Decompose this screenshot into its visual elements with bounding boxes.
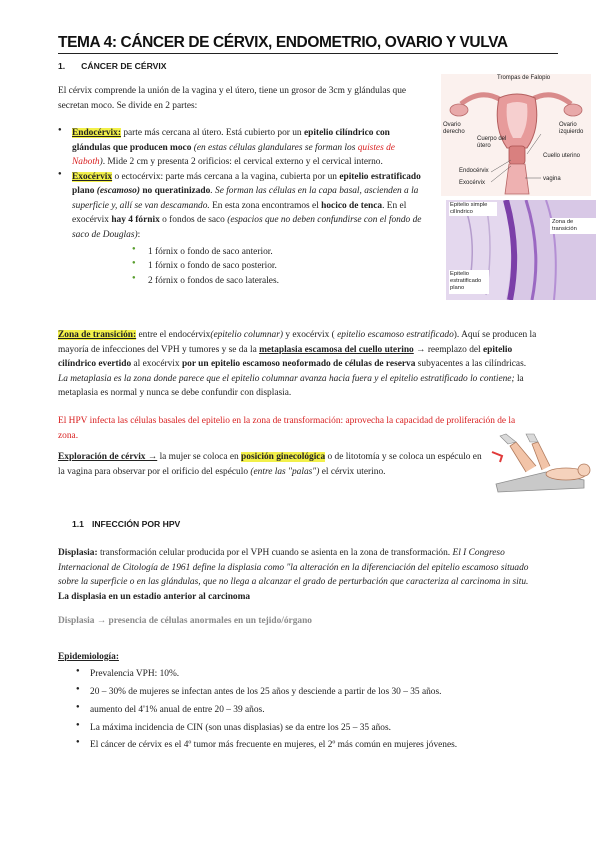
list-item-endocervix xyxy=(58,126,423,170)
bold-span: metaplasia escamosa del cuello uterino xyxy=(259,344,414,355)
italic-span: . Se forman las células en la capa basal, ascienden a la superficie y, allí se van descamando. xyxy=(72,186,419,211)
text-span: y exocérvix ( xyxy=(282,330,335,340)
epidemiology-list xyxy=(76,666,546,755)
text-span: o fondos de saco xyxy=(159,215,228,226)
text-span: o ectocérvix: parte más cercana a la vagina, cubierta por un xyxy=(112,171,340,182)
text-span: el cérvix uterino. xyxy=(319,466,386,477)
exocervix-label: Exocérvix xyxy=(72,171,113,182)
text-span: En esta zona encontramos el xyxy=(209,200,322,211)
fornix-item: ● 1 fórnix o fondo de saco anterior. xyxy=(132,245,423,260)
list-item: ● Prevalencia VPH: 10%. xyxy=(76,666,546,684)
gynecological-position-figure xyxy=(486,432,594,496)
fornix-item: ● 2 fórnix o fondos de saco laterales. xyxy=(132,274,423,289)
list-item: ● 20 – 30% de mujeres se infectan antes de los 25 años y desciende a partir de los 30 – 35 años. xyxy=(76,684,546,702)
text-span: o de litotomía y se coloca un espéculo en la vagina para observar por el orificio del espéculo xyxy=(58,452,482,477)
bold-span: epitelio cilíndrico con glándulas que producen moco xyxy=(72,128,390,153)
list-item: ● La máxima incidencia de CIN (son unas displasias) se da entre los 25 – 35 años. xyxy=(76,720,546,738)
list-item-exocervix xyxy=(58,170,423,289)
label-epitelio-simple: Epitelio simple cilíndrico xyxy=(450,202,488,215)
bold-span: no queratinizado xyxy=(139,186,211,197)
endocervix-label: Endocérvix: xyxy=(72,128,121,138)
gynecological-position-illustration xyxy=(486,432,594,496)
label-endocervix: Endocérvix xyxy=(459,168,489,174)
bold-span: epitelio estratificado plano xyxy=(72,171,421,197)
transition-zone-label: Zona de transición: xyxy=(58,330,137,340)
dysplasia-paragraph xyxy=(58,546,538,604)
cervix-shape xyxy=(509,146,525,164)
label-cuello-uterino: Cuello uterino xyxy=(543,153,581,159)
section-heading-infeccion-hpv xyxy=(72,518,180,531)
cervix-parts-list xyxy=(58,126,423,288)
highlight-span: posición ginecológica xyxy=(241,452,326,462)
text-span: entre el endocérvix xyxy=(136,330,211,340)
label-epitelio-estratificado: Epitelio estratificado plano xyxy=(450,271,482,291)
section-title: INFECCIÓN POR HPV xyxy=(91,519,181,529)
fornix-item: ● 1 fórnix o fondo de saco posterior. xyxy=(132,259,423,274)
bold-span: hay 4 fórnix xyxy=(111,215,160,226)
vagina-shape xyxy=(505,164,529,194)
label-trompas: Trompas de Falopio xyxy=(497,75,551,81)
italic-span: (entre las "palas") xyxy=(250,466,320,477)
bold-span: La displasia en un estadio anterior al carcinoma xyxy=(58,591,251,602)
naboth-cysts-text: quistes de Naboth xyxy=(72,142,395,168)
text-span: ). Aquí se producen la mayoría de infecciones del VPH y tumores y se da la xyxy=(58,330,537,355)
label-ovario-derecho: Ovario derecho xyxy=(443,122,465,135)
label-vagina: vagina xyxy=(543,176,561,182)
text-span: la metaplasia es normal y nunca se debe confundir con displasia. xyxy=(58,373,524,399)
section-heading-cancer-cervix xyxy=(58,60,167,73)
bold-span: hocico de tenca xyxy=(321,200,383,211)
bold-span: por un epitelio escamoso neoformado de células de reserva xyxy=(181,359,416,370)
intro-paragraph: El cérvix comprende la unión de la vagina y el útero, tiene un grosor de 3cm y glándulas que secretan moco. Se divide en 2 partes: xyxy=(58,86,407,111)
text-span: → reemplazo del xyxy=(413,344,483,355)
transition-zone-paragraph xyxy=(58,328,538,401)
text-span: transformación celular producida por el VPH cuando se asienta en la zona de transformación. xyxy=(97,548,453,558)
label-cuerpo-utero: Cuerpo del útero xyxy=(477,136,507,149)
bold-italic-span: (escamoso) xyxy=(96,186,140,197)
text-span: subyacentes a las cilíndricas. xyxy=(415,359,527,370)
left-ovary-shape xyxy=(564,104,582,116)
italic-span: epitelio escamoso estratificado xyxy=(334,330,454,340)
right-ovary-shape xyxy=(450,104,468,116)
italic-span: ) xyxy=(99,157,103,168)
italic-span: (epitelio columnar) xyxy=(210,330,283,340)
exploration-paragraph xyxy=(58,450,483,479)
text-span: la mujer se coloca en xyxy=(157,452,242,462)
text-span: : xyxy=(137,230,141,241)
italic-span: (espacios que no deben confundirse con el fondo de saco de Douglas) xyxy=(72,215,422,241)
histology-figure xyxy=(446,200,596,300)
page-title: TEMA 4: CÁNCER DE CÉRVIX, ENDOMETRIO, OVARIO Y VULVA xyxy=(58,34,558,54)
italic-span: (en estas células glandulares se forman los xyxy=(191,142,358,153)
dysplasia-label: Displasia: xyxy=(58,548,98,558)
epidemiology-label: Epidemiología: xyxy=(58,652,119,662)
text-span: . En el exocérvix xyxy=(72,200,407,226)
uterus-anatomy-figure xyxy=(441,74,591,196)
hpv-note: El HPV infecta las células basales del epitelio en la zona de transformación: aprovecha la capacidad de proliferación de la zona. xyxy=(58,416,516,441)
fornix-list xyxy=(132,245,423,289)
text-span: al exocérvix xyxy=(131,359,182,370)
text-span: . Mide 2 cm y presenta 2 orificios: el cervical externo y el cervical interno. xyxy=(102,157,383,168)
label-zona-transicion: Zona de transición xyxy=(552,219,577,232)
dysplasia-definition: Displasia → presencia de células anormales en un tejido/órgano xyxy=(58,616,312,626)
list-item: ● aumento del 4'1% anual de entre 20 – 39 años. xyxy=(76,702,546,720)
epidemiology-heading xyxy=(58,650,119,665)
label-exocervix: Exocérvix xyxy=(459,180,486,186)
bold-span: epitelio cilíndrico evertido xyxy=(58,344,513,370)
section-title: CÁNCER DE CÉRVIX xyxy=(81,61,167,71)
text-span: parte más cercana al útero. Está cubierto por un xyxy=(120,128,304,138)
italic-span: La metaplasia es la zona donde parece que el epitelio columnar avanza hacia fuera y el epitelio estratificado lo contiene; xyxy=(58,373,515,384)
section-number: 1. xyxy=(58,61,66,71)
exploration-label: Exploración de cérvix → xyxy=(58,452,158,462)
section-number: 1.1 xyxy=(72,519,84,529)
list-item: ● El cáncer de cérvix es el 4º tumor más frecuente en mujeres, el 2º más común en mujeres jóvenes. xyxy=(76,737,546,755)
label-ovario-izquierdo: Ovario izquierdo xyxy=(559,122,584,135)
italic-span: El I Congreso Internacional de Citología de 1961 define la displasia como "la alteración en la diferenciación del epitelio escamoso situado sobre la superficie o en las glándulas, que no llega a alcanzar el grado de perturbación que caracteriza al carcinoma in situ. xyxy=(58,548,529,588)
